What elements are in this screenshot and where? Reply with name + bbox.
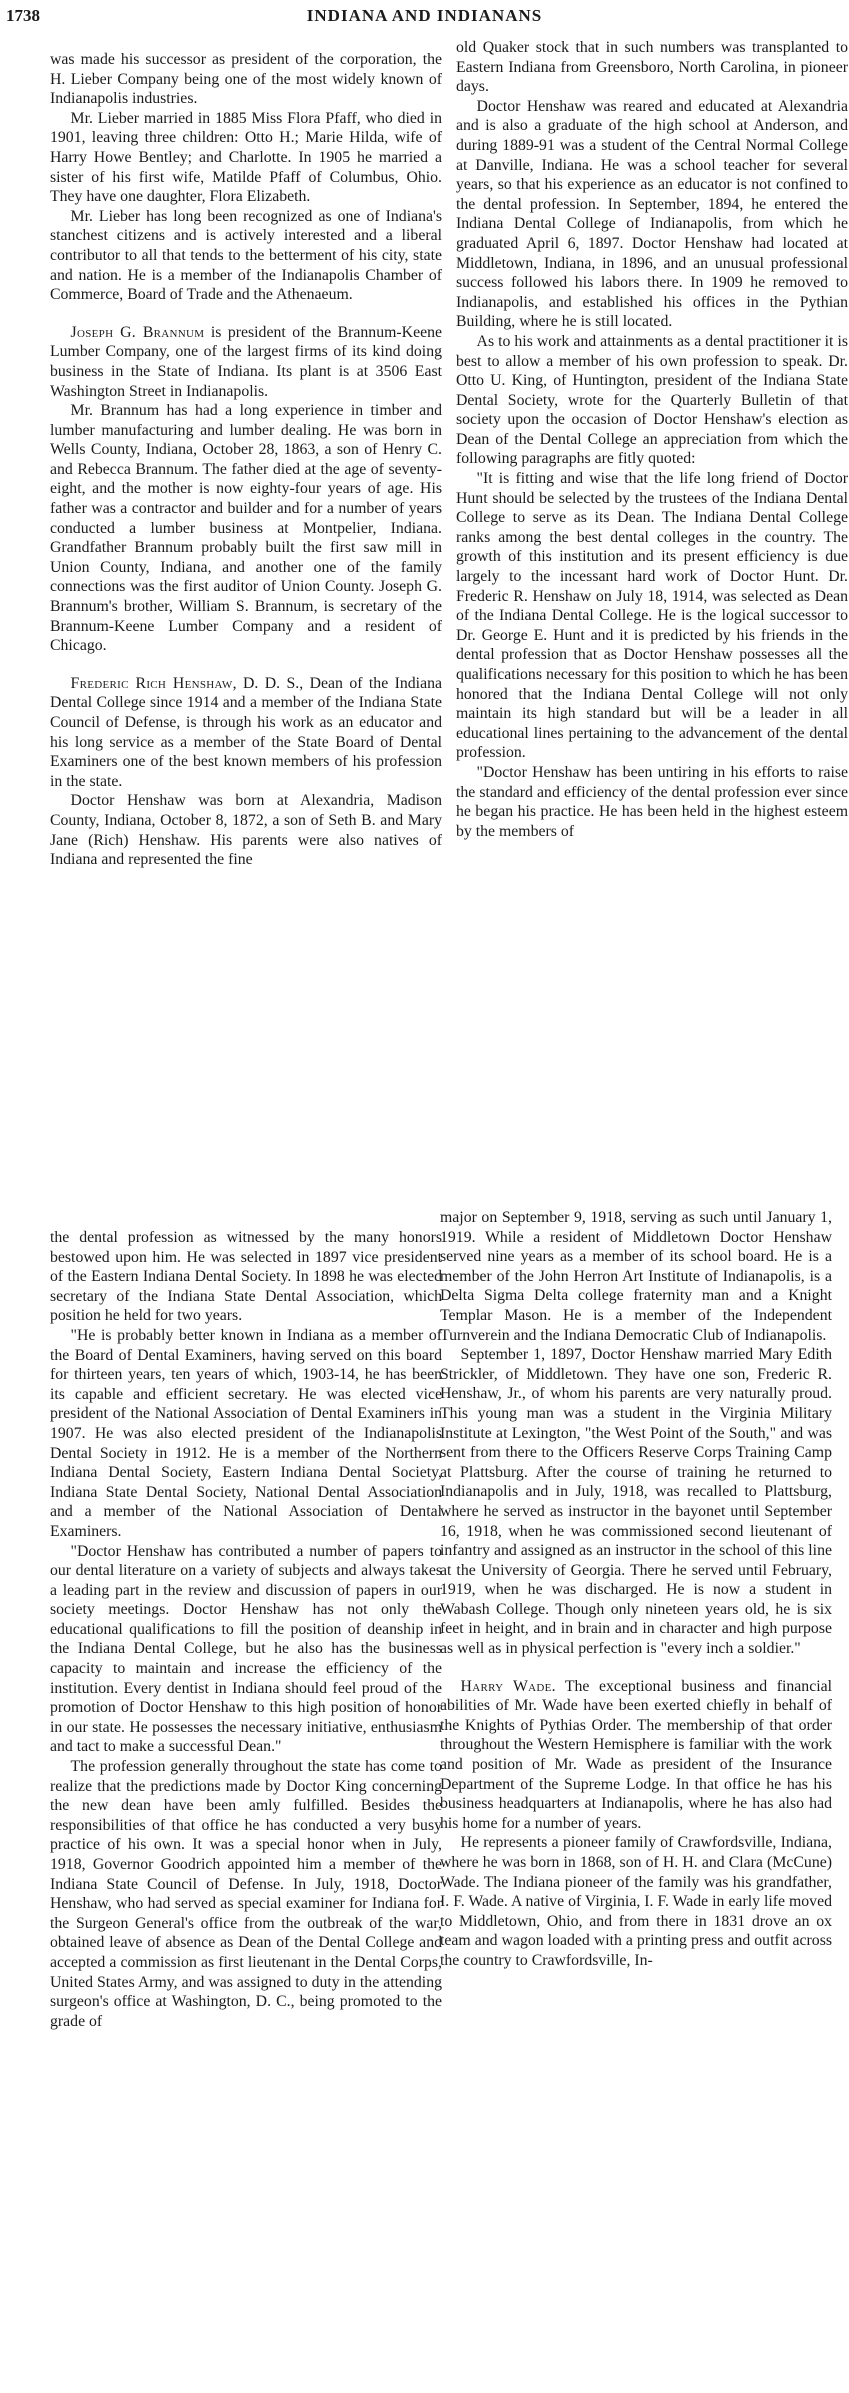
page-header (0, 6, 849, 36)
paragraph-continued: the dental profession as witnessed by the many honors bestowed upon him. He was selected in 1897 vice president of the Eastern Indiana Dental Society. In 1898 he was elected secretary of the Indiana State Dental Association, which position he held for two years. (50, 1229, 442, 1325)
paragraph: Mr. Lieber has long been recognized as one of Indiana's stanchest citizens and is actively interested and a liberal contributor to all that tends to the betterment of his city, state and nation. He is a member of the Indianapolis Chamber of Commerce, Board of Trade and the Athenaeum. (50, 207, 442, 304)
page-number: 1738 (6, 6, 40, 25)
paragraph: "Doctor Henshaw has been untiring in his efforts to raise the standard and efficiency of the dental profession ever since he began his practice. He has been held in the highest esteem by the members of (456, 763, 848, 840)
paragraph-continued: was made his successor as president of the corporation, the H. Lieber Company being one of the most widely known of Indianapolis industries. (50, 51, 442, 108)
paragraph: The profession generally throughout the state has come to realize that the predictions made by Doctor King concerning the new dean have been amly fulfilled. Besides the responsibilities of that office he has conducted a very busy practice of his own. It was a special honor when in July, 1918, Governor Goodrich appointed him a member of the Indiana State Council of Defense. In July, 1918, Doctor Henshaw, who had served as special examiner for Indiana for the Surgeon General's office from the outbreak of the war, obtained leave of absence as Dean of the Dental College and accepted a commission as first lieutenant in the Dental Corps, United States Army, and was assigned to duty in the attending surgeon's office at Washington, D. C., being promoted to the grade of (50, 1758, 442, 2030)
paragraph: As to his work and attainments as a dental practitioner it is best to allow a member of his own profession to speak. Dr. Otto U. King, of Huntington, president of the Indiana State Dental Society, wrote for the Quarterly Bulletin of that society upon the occasion of Doctor Henshaw's election as Dean of the Dental College an appreciation from which the following paragraphs are fitly quoted: (456, 332, 848, 468)
paragraph: Doctor Henshaw was reared and educated at Alexandria and is also a graduate of the high school at Anderson, and during 1889-91 was a student of the Central Normal College at Danville, Indiana. He was a school teacher for several years, so that his experience as an educator is not confined to the dental profession. In September, 1894, he entered the Indiana Dental College of Indianapolis, from which he graduated April 6, 1897. Doctor Henshaw had located at Middletown, Indiana, in 1896, and an unusual professional success followed his labors there. In 1909 he removed to Indianapolis, and established his offices in the Pythian Building, where he is still located. (456, 97, 848, 331)
running-head: INDIANA AND INDIANANS (306, 6, 543, 25)
biography-entry (50, 674, 442, 792)
paragraph-continued: old Quaker stock that in such numbers was transplanted to Eastern Indiana from Greensboro, North Carolina, in pioneer days. (456, 39, 848, 96)
paragraph: September 1, 1897, Doctor Henshaw married Mary Edith Strickler, of Middletown. They have one son, Frederic R. Henshaw, Jr., of whom his parents are very naturally proud. This young man was a student in the Virginia Military Institute at Lexington, "the West Point of the South," and was sent from there to the Officers Reserve Corps Training Camp at Plattsburg. After the course of training he returned to Indianapolis and in July, 1918, was recalled to Plattsburg, where he served as instructor in the bayonet until September 16, 1918, when he was commissioned second lieutenant of infantry and assigned as an instructor in the school of this line at the University of Georgia. There he served until February, 1919, when he was discharged. He is now a student in Wabash College. Though only nineteen years old, he is six feet in height, and in brain and in character and high purpose as well as in physical perfection is "every inch a soldier." (440, 1346, 832, 1658)
paragraph: Mr. Brannum has had a long experience in timber and lumber manufacturing and lumber dealing. He was born in Wells County, Indiana, October 28, 1863, a son of Henry C. and Rebecca Brannum. The father died at the age of seventy-eight, and the mother is now eighty-four years of age. His father was a contractor and builder and for a number of years conducted a lumber business at Montpelier, Indiana. Grandfather Brannum probably built the first saw mill in Union County, Indiana, and another one of the family connections was the first auditor of Union County. Joseph G. Brannum's brother, William S. Brannum, is secretary of the Brannum-Keene Lumber Company and a resident of Chicago. (50, 402, 442, 655)
column-top-right (456, 38, 848, 841)
entry-name: Harry Wade (460, 1677, 552, 1695)
paragraph: Mr. Lieber married in 1885 Miss Flora Pfaff, who died in 1901, leaving three children: Otto H.; Marie Hilda, wife of Harry Howe Bentley; and Charlotte. In 1905 he married a sister of his first wife, Matilde Pfaff of Columbus, Ohio. They have one daughter, Flora Elizabeth. (50, 109, 442, 206)
column-bottom-left (50, 1228, 442, 2031)
paragraph: "It is fitting and wise that the life long friend of Doctor Hunt should be selected by the trustees of the Indiana Dental College to serve as its Dean. The Indiana Dental College ranks among the best dental colleges in the country. The growth of this institution and its present efficiency is due largely to the incessant hard work of Doctor Hunt. Dr. Frederic R. Henshaw on July 18, 1914, was selected as Dean of the Indiana Dental College. He is the logical successor to Dr. George E. Hunt and it is predicted by his friends in the dental profession that as Doctor Henshaw possesses all the qualifications necessary for this position to which he has been honored that the Indiana Dental College will not only maintain its high standard but will be a leader in all educational lines pertaining to the advancement of the dental profession. (456, 470, 848, 762)
paragraph: "Doctor Henshaw has contributed a number of papers to our dental literature on a variety of subjects and always takes a leading part in the review and discussion of papers in our society meetings. Doctor Henshaw has not only the educational qualifications to fill the position of deanship in the Indiana Dental College, but he also has the business capacity to maintain and increase the efficiency of the institution. Every dentist in Indiana should feel proud of the promotion of Doctor Henshaw to this high position of honor in our state. He possesses the necessary initiative, enthusiasm and tact to make a successful Dean." (50, 1542, 442, 1756)
entry-name: Joseph G. Brannum (70, 323, 205, 341)
paragraph: He represents a pioneer family of Crawfordsville, Indiana, where he was born in 1868, son of H. H. and Clara (McCune) Wade. The Indiana pioneer of the family was his grandfather, I. F. Wade. A native of Virginia, I. F. Wade in early life moved to Middletown, Ohio, and from there in 1831 drove an ox team and wagon loaded with a printing press and outfit across the country to Crawfordsville, In- (440, 1834, 832, 1969)
paragraph: Doctor Henshaw was born at Alexandria, Madison County, Indiana, October 8, 1872, a son of Seth B. and Mary Jane (Rich) Henshaw. His parents were also natives of Indiana and represented the fine (50, 792, 442, 869)
entry-name: Frederic Rich Henshaw (70, 674, 233, 692)
paragraph: "He is probably better known in Indiana as a member of the Board of Dental Examiners, having served on this board for thirteen years, ten years of which, 1903-14, he has been its capable and efficient secretary. He was elected vice president of the National Association of Dental Examiners in 1907. He was also elected president of the Indianapolis Dental Society in 1912. He is a member of the Northern Indiana Dental Society, Eastern Indiana Dental Society, Indiana State Dental Society, National Dental Association and a member of the National Association of Dental Examiners. (50, 1326, 442, 1540)
entry-text: , D. D. S., Dean of the Indiana Dental College since 1914 and a member of the Indiana State Council of Defense, is through his work as an educator and his long service as a member of the State Board of Dental Examiners one of the best known members of his profession in the state. (50, 674, 442, 790)
entry-text: is president of the Brannum-Keene Lumber Company, one of the largest firms of its kind doing business in the State of Indiana. Its plant is at 3506 East Washington Street in Indianapolis. (50, 323, 442, 400)
biography-entry (440, 1677, 832, 1834)
column-bottom-right (440, 1208, 832, 1971)
column-top-left (50, 50, 442, 870)
entry-text: . The exceptional business and financial abilities of Mr. Wade have been exerted chiefly in behalf of the Knights of Pythias Order. The membership of that order throughout the Western Hemisphere is familiar with the work and position of Mr. Wade as president of the Insurance Department of the Supreme Lodge. In that office he has his business headquarters at Indianapolis, where he has also had his home for a number of years. (440, 1677, 832, 1832)
biography-entry (50, 323, 442, 401)
paragraph-continued: major on September 9, 1918, serving as such until January 1, 1919. While a resident of Middletown Doctor Henshaw served nine years as a member of its school board. He is a member of the John Herron Art Institute of Indianapolis, is a Delta Sigma Delta college fraternity man and a Knight Templar Mason. He is a member of the Independent Turnverein and the Indiana Democratic Club of Indianapolis. (440, 1209, 832, 1344)
